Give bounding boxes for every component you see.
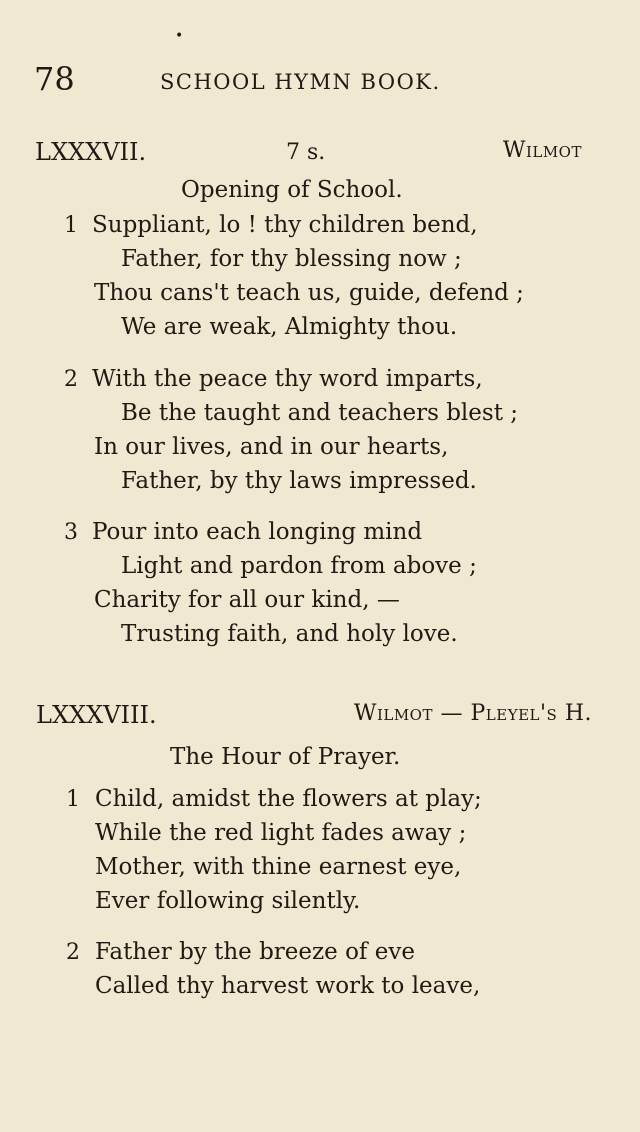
- hymn-meter: 7 s.: [286, 140, 326, 165]
- hymn-title: Opening of School.: [181, 177, 403, 203]
- hymn-tune: Wilmot: [502, 138, 582, 163]
- verse-line: Be the taught and teachers blest ;: [121, 400, 518, 426]
- verse-line: Suppliant, lo ! thy children bend,: [92, 212, 478, 238]
- stanza-number: 1: [64, 213, 78, 238]
- verse-line: Pour into each longing mind: [92, 519, 423, 545]
- hymn-number: LXXXVIII.: [36, 701, 157, 729]
- ink-dot: •: [175, 28, 184, 44]
- hymn-number: LXXXVII.: [35, 138, 147, 166]
- hymn-tune: Wilmot — Pleyel's H.: [353, 701, 592, 726]
- verse-line: Father, for thy blessing now ;: [121, 246, 462, 272]
- verse-line: In our lives, and in our hearts,: [94, 434, 449, 460]
- verse-line: Thou cans't teach us, guide, defend ;: [94, 280, 524, 306]
- stanza-number: 3: [64, 520, 78, 545]
- verse-line: Called thy harvest work to leave,: [95, 973, 481, 999]
- stanza-number: 1: [66, 787, 80, 812]
- verse-line: Light and pardon from above ;: [121, 553, 477, 579]
- verse-line: Charity for all our kind, —: [94, 587, 400, 613]
- verse-line: Father by the breeze of eve: [95, 939, 415, 965]
- verse-line: We are weak, Almighty thou.: [121, 314, 458, 340]
- verse-line: Ever following silently.: [95, 888, 361, 914]
- verse-line: Mother, with thine earnest eye,: [95, 854, 462, 880]
- verse-line: With the peace thy word imparts,: [92, 366, 483, 392]
- hymn-title: The Hour of Prayer.: [170, 744, 401, 770]
- stanza-number: 2: [66, 940, 80, 965]
- stanza-number: 2: [64, 367, 78, 392]
- verse-line: While the red light fades away ;: [95, 820, 467, 846]
- running-title: SCHOOL HYMN BOOK.: [160, 70, 441, 94]
- verse-line: Trusting faith, and holy love.: [121, 621, 458, 647]
- verse-line: Father, by thy laws impressed.: [121, 468, 477, 494]
- page-number: 78: [34, 60, 75, 98]
- verse-line: Child, amidst the flowers at play;: [95, 786, 482, 812]
